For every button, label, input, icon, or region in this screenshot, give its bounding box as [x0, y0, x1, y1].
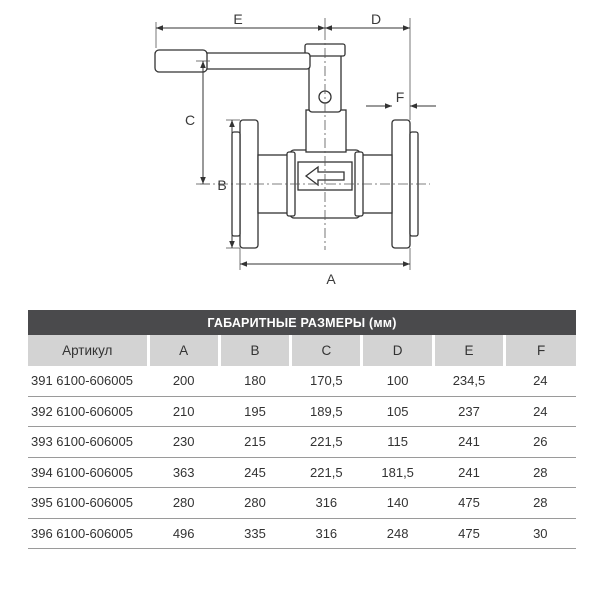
dimension-cell: 248 [362, 518, 433, 549]
dimension-cell: 170,5 [291, 366, 362, 396]
dimension-cell: 475 [433, 488, 504, 519]
dimension-cell: 105 [362, 396, 433, 427]
column-header: A [148, 335, 219, 366]
column-header: Артикул [28, 335, 148, 366]
dimension-cell: 26 [505, 427, 576, 458]
dimension-cell: 496 [148, 518, 219, 549]
label-d: D [370, 11, 382, 27]
article-cell: 395 6100-606005 [28, 488, 148, 519]
dimension-cell: 280 [148, 488, 219, 519]
dimension-cell: 280 [219, 488, 290, 519]
table-row [28, 396, 576, 427]
dimension-cell: 115 [362, 427, 433, 458]
dimension-cell: 24 [505, 396, 576, 427]
article-cell: 394 6100-606005 [28, 457, 148, 488]
label-c: C [184, 112, 196, 128]
label-a: A [326, 271, 336, 287]
dimension-cell: 221,5 [291, 457, 362, 488]
column-header: D [362, 335, 433, 366]
dimension-cell: 24 [505, 366, 576, 396]
dimension-cell: 241 [433, 427, 504, 458]
column-header: F [505, 335, 576, 366]
dimension-cell: 140 [362, 488, 433, 519]
dimension-cell: 230 [148, 427, 219, 458]
dimension-cell: 28 [505, 457, 576, 488]
dimension-cell: 30 [505, 518, 576, 549]
table-row [28, 488, 576, 519]
dimension-cell: 475 [433, 518, 504, 549]
dimension-cell: 316 [291, 488, 362, 519]
label-b: B [217, 177, 227, 193]
table-title: ГАБАРИТНЫЕ РАЗМЕРЫ (мм) [28, 310, 576, 335]
table-row [28, 518, 576, 549]
dimension-cell: 241 [433, 457, 504, 488]
dimensions-table [28, 310, 576, 549]
dimension-cell: 180 [219, 366, 290, 396]
dimension-cell: 210 [148, 396, 219, 427]
column-header: C [291, 335, 362, 366]
table-row [28, 427, 576, 458]
dimension-cell: 335 [219, 518, 290, 549]
table-row [28, 457, 576, 488]
label-e: E [233, 11, 243, 27]
dimension-cell: 200 [148, 366, 219, 396]
dimension-cell: 100 [362, 366, 433, 396]
dimension-cell: 181,5 [362, 457, 433, 488]
article-cell: 391 6100-606005 [28, 366, 148, 396]
dimension-cell: 363 [148, 457, 219, 488]
dimension-cell: 221,5 [291, 427, 362, 458]
dimension-cell: 316 [291, 518, 362, 549]
article-cell: 393 6100-606005 [28, 427, 148, 458]
dimension-cell: 189,5 [291, 396, 362, 427]
dimension-cell: 245 [219, 457, 290, 488]
article-cell: 392 6100-606005 [28, 396, 148, 427]
column-header: E [433, 335, 504, 366]
dimension-cell: 237 [433, 396, 504, 427]
column-header: B [219, 335, 290, 366]
dimension-cell: 215 [219, 427, 290, 458]
article-cell: 396 6100-606005 [28, 518, 148, 549]
dimension-cell: 195 [219, 396, 290, 427]
dimension-cell: 28 [505, 488, 576, 519]
dimension-cell: 234,5 [433, 366, 504, 396]
valve-body [155, 44, 418, 248]
label-f: F [395, 89, 405, 105]
stem-neck [306, 110, 346, 152]
table-row [28, 366, 576, 396]
